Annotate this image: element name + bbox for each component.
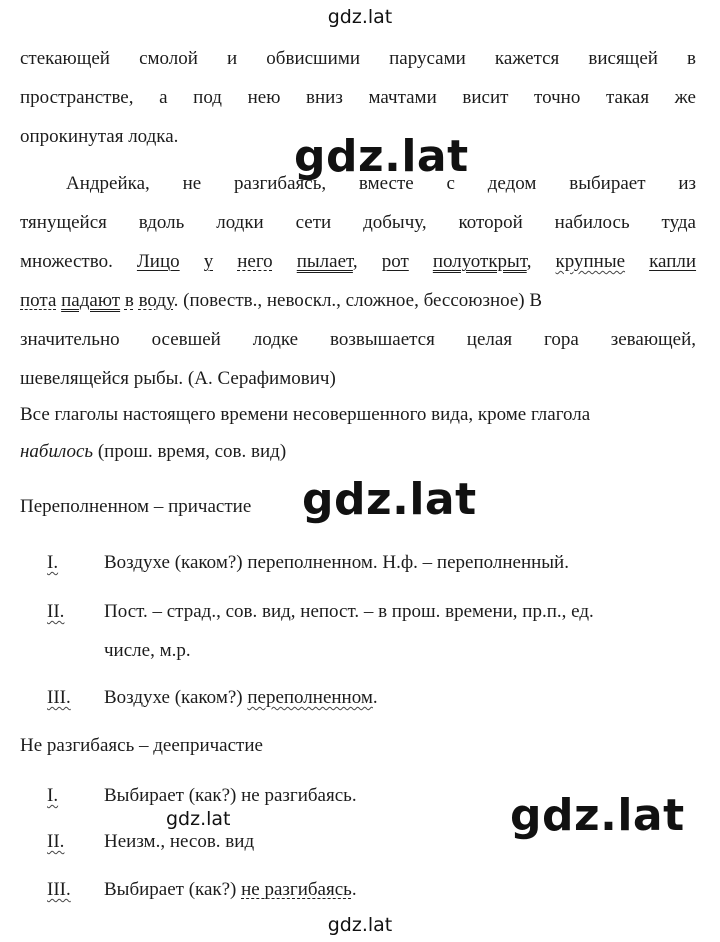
item-number: I. — [47, 552, 59, 573]
circumstance-word: воду — [138, 290, 174, 311]
text-line: тянущейся вдоль лодки сети добычу, которой набилось туда — [20, 212, 696, 233]
item-text: Воздухе (каком?) переполненном. — [104, 687, 378, 708]
text-line: стекающей смолой и обвисшими парусами кажется висящей в — [20, 48, 696, 69]
watermark-large: gdz.lat — [302, 474, 477, 525]
text-line: Андрейка, не разгибаясь, вместе с дедом выбирает из — [66, 173, 696, 194]
item-number: III. — [47, 879, 71, 900]
circumstance-word: в — [124, 290, 134, 311]
item-text: Выбирает (как?) не разгибаясь. — [104, 785, 357, 806]
text-line: пространстве, а под нею вниз мачтами висит точно такая же — [20, 87, 696, 108]
watermark-large: gdz.lat — [510, 790, 685, 841]
section-heading: Переполненном – причастие — [20, 496, 252, 517]
text-fragment: множество. — [20, 251, 113, 272]
note-line: Все глаголы настоящего времени несовершенного вида, кроме глагола — [20, 404, 591, 425]
item-number: I. — [47, 785, 59, 806]
watermark-bottom: gdz.lat — [327, 914, 393, 936]
note-line — [20, 441, 696, 463]
subject-word: Лицо — [136, 251, 180, 272]
item-text: Воздухе (каком?) переполненном. Н.ф. – переполненный. — [104, 552, 569, 573]
item-number: III. — [47, 687, 71, 708]
note-fragment: (прош. время, сов. вид) — [93, 441, 287, 462]
subject-word: рот — [381, 251, 409, 272]
object-word: него — [237, 251, 273, 272]
predicate-word: полуоткрыт — [432, 251, 527, 272]
predicate-word: пылает — [296, 251, 353, 272]
italic-verb: набилось — [20, 441, 94, 462]
watermark-top: gdz.lat — [327, 6, 393, 28]
watermark-small: gdz.lat — [166, 808, 231, 830]
object-word: пота — [20, 290, 57, 311]
sentence-characteristics: . (повеств., невоскл., сложное, бессоюзное) В — [173, 290, 543, 311]
item-text: Выбирает (как?) не разгибаясь. — [104, 879, 357, 900]
item-text: Пост. – страд., сов. вид, непост. – в прош. времени, пр.п., ед. — [104, 601, 594, 622]
text-line: значительно осевшей лодке возвышается целая гора зевающей, — [20, 329, 696, 350]
text-line: опрокинутая лодка. — [20, 126, 179, 147]
object-word: у — [203, 251, 214, 272]
subject-word: капли — [649, 251, 697, 272]
analyzed-sentence-line: множество. Лицо у него пылает, рот полуоткрыт, крупные капли — [20, 251, 697, 272]
item-number: II. — [47, 601, 65, 622]
section-heading: Не разгибаясь – деепричастие — [20, 735, 263, 756]
predicate-word: падают — [61, 290, 121, 311]
underlined-word: переполненном — [247, 687, 373, 708]
underlined-word: не разгибаясь — [241, 879, 352, 900]
item-number: II. — [47, 831, 65, 852]
item-text: числе, м.р. — [104, 640, 191, 661]
item-text: Неизм., несов. вид — [104, 831, 255, 852]
analyzed-sentence-line — [20, 290, 696, 312]
attribute-word: крупные — [555, 251, 626, 272]
watermark-large: gdz.lat — [294, 131, 469, 182]
text-line: шевелящейся рыбы. (А. Серафимович) — [20, 368, 336, 389]
